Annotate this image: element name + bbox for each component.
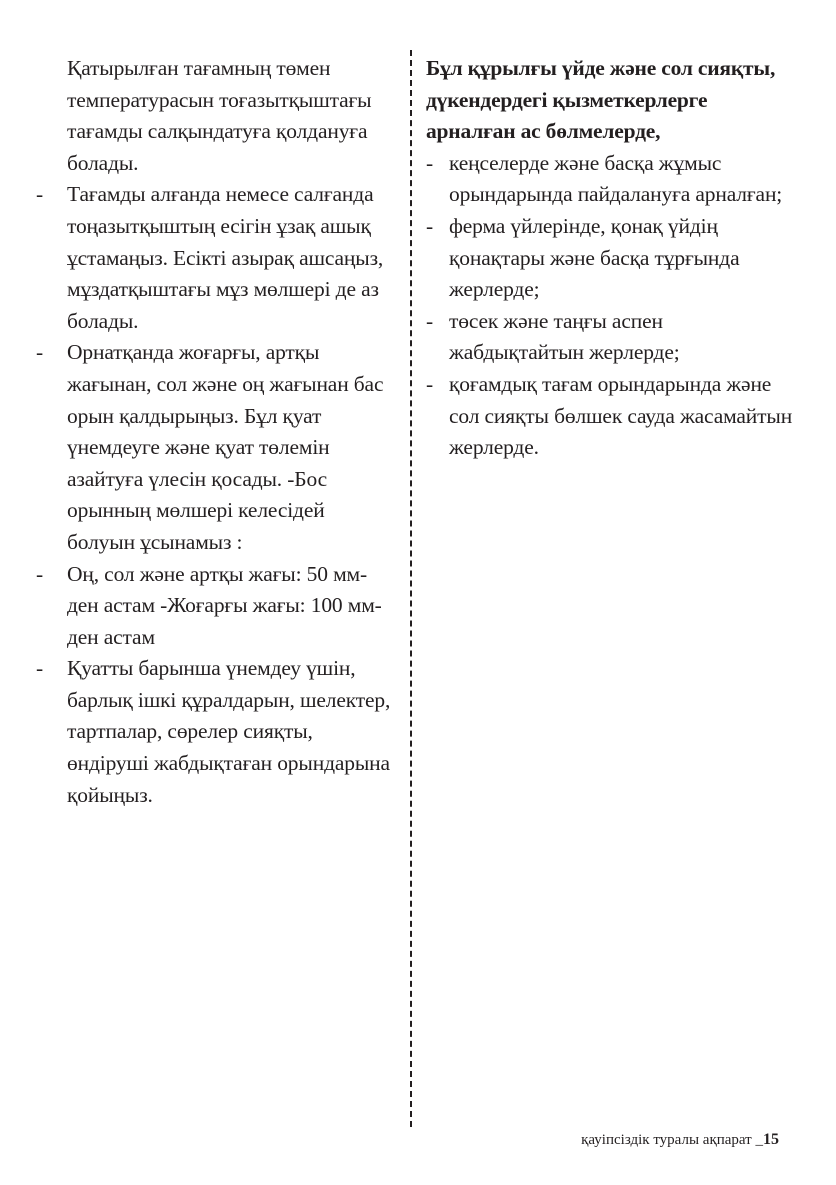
list-item xyxy=(36,653,396,811)
list-item-text: Орнатқанда жоғарғы, артқы жағынан, сол және оң жағынан бас орын қалдырыңыз. Бұл қуат үнемдеуге және қуат төлемін азайтуға үлесін қосады. -Бос орынның мөлшері келесідей болуын ұсынамыз : xyxy=(67,340,384,554)
bullet-dash: - xyxy=(426,371,434,396)
list-item-text: Қуатты барынша үнемдеу үшін, барлық ішкі құралдарын, шелектер, тартпалар, сөрелер сияқты, өндіруші жабдықтаған орындарына қойыңыз. xyxy=(67,656,391,807)
bullet-dash: - xyxy=(36,656,44,681)
bullet-dash: - xyxy=(426,213,434,238)
footer-section-title: қауіпсіздік туралы ақпарат xyxy=(581,1132,752,1148)
list-item xyxy=(36,559,396,654)
list-item xyxy=(426,306,796,369)
list-item-text: Тағамды алғанда немесе салғанда тоңазытқыштың есігін ұзақ ашық ұстамаңыз. Есікті азырақ ашсаңыз, мұздатқыштағы мұз мөлшері де аз болады. xyxy=(67,182,384,333)
column-divider xyxy=(410,50,412,1127)
list-item-text: кеңселерде және басқа жұмыс орындарында пайдалануға арналған; xyxy=(449,150,783,207)
list-item xyxy=(426,369,796,464)
bullet-dash: - xyxy=(426,308,434,333)
left-intro-paragraph: Қатырылған тағамның төмен температурасын тоғазытқыштағы тағамды салқындатуға қолдануға болады. xyxy=(67,56,372,175)
right-column xyxy=(426,53,796,464)
page-number: 15 xyxy=(763,1131,779,1148)
right-heading: Бұл құрылғы үйде және сол сияқты, дүкендердегі қызметкерлерге арналған ас бөлмелерде, xyxy=(426,56,776,144)
list-item xyxy=(426,211,796,306)
list-item-text: төсек және таңғы аспен жабдықтайтын жерлерде; xyxy=(449,308,680,365)
bullet-dash: - xyxy=(36,182,44,207)
list-item xyxy=(36,179,396,337)
bullet-dash: - xyxy=(36,340,44,365)
footer-page-prefix: _ xyxy=(755,1132,763,1148)
list-item-text: Оң, сол және артқы жағы: 50 мм-ден астам -Жоғарғы жағы: 100 мм-ден астам xyxy=(67,561,382,649)
list-item-text: қоғамдық тағам орындарында және сол сияқты бөлшек сауда жасамайтын жерлерде. xyxy=(449,371,793,460)
bullet-dash: - xyxy=(426,150,434,175)
list-item-text: ферма үйлерінде, қонақ үйдің қонақтары және басқа тұрғында жерлерде; xyxy=(449,213,740,302)
left-column xyxy=(36,53,396,811)
page-footer xyxy=(581,1131,779,1149)
list-item xyxy=(426,148,796,211)
bullet-dash: - xyxy=(36,561,44,586)
list-item xyxy=(36,337,396,558)
